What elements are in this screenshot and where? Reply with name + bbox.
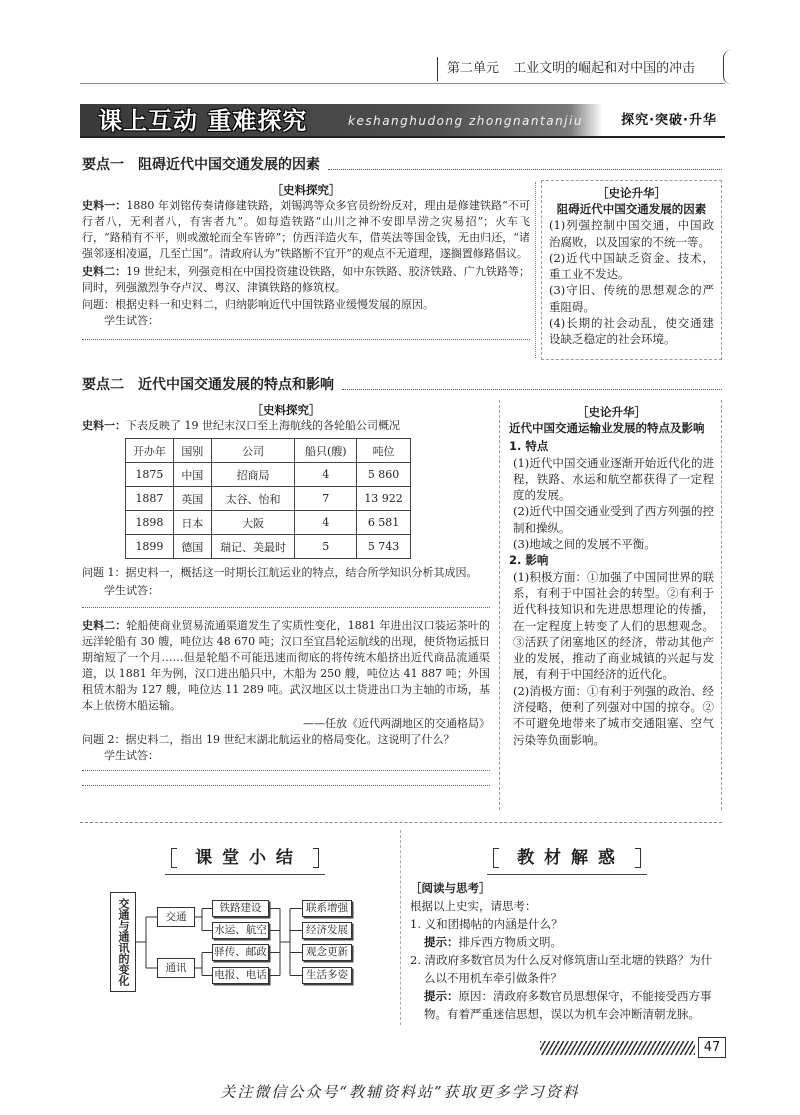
source-material-2 bbox=[82, 264, 530, 296]
qa-question: 1. 义和团揭帖的内涵是什么？ bbox=[410, 917, 563, 931]
source-text: 19 世纪末，列强竞相在中国投资建设铁路，如中东铁路、胶济铁路、广九铁路等；同时，列强激烈争夺卢汉、粤汉、津镇铁路的修筑权。 bbox=[82, 265, 530, 294]
question: 问题：根据史料一和史料二，归纳影响近代中国铁路业缓慢发展的原因。 bbox=[82, 298, 434, 311]
impact-item: (1)积极方面：①加强了中国同世界的联系，有利于中国社会的转型。②有利于近代科技知识和先进思想理论的传播，在一定程度上转变了人们的思想观念。③活跃了闭塞地区的经济，带动其他产业的发展，推动了商业城镇的兴起与发展，有利于中国经济的近代化。 bbox=[513, 569, 714, 682]
table-cell: 中国 bbox=[173, 463, 211, 487]
table-header: 国别 bbox=[173, 439, 211, 463]
student-answer-label: 学生试答： bbox=[104, 584, 159, 597]
bracket-right-icon bbox=[313, 848, 319, 868]
qa-hint bbox=[410, 987, 720, 1023]
trait-item: (2)近代中国交通业受到了西方列强的控制和操纵。 bbox=[513, 504, 714, 535]
table-cell: 13 922 bbox=[357, 487, 411, 511]
synthesis-item: (1)列强控制中国交通，中国政治腐败，以及国家的不统一等。 bbox=[549, 218, 714, 249]
section2-heading-text: 要点二 近代中国交通发展的特点和影响 bbox=[82, 377, 334, 393]
source-tag: 史料一： bbox=[82, 419, 126, 432]
section1-synthesis bbox=[541, 180, 722, 360]
page-number-stripe bbox=[540, 1041, 695, 1055]
table-row bbox=[126, 511, 411, 535]
answer-line bbox=[82, 770, 490, 771]
reading-label: ［阅读与思考］ bbox=[410, 881, 491, 895]
source-citation: ——任放《近代两湖地区的交通格局》 bbox=[303, 717, 490, 730]
synthesis-item: (2)近代中国缺乏资金、技术，重工业不发达。 bbox=[549, 250, 714, 282]
table-cell: 英国 bbox=[173, 487, 211, 511]
source-text: 1880 年刘铭传奏请修建铁路，刘锡鸿等众多官员纷纷反对，理由是修建铁路“不可行者八，无利者八，有害者九”。如每造铁路“山川之神不安即旱涝之灾易招”；火车飞行，“路稍有不平，则或激轮而全车皆碎”；仿西洋造火车，借英法等国金钱，无由归还，“诸强邻逐相凌逼，几至亡国”。清政府认为“铁路断不宜开”的观点不无道理，遂搁置修路倡议。 bbox=[82, 199, 531, 260]
table-cell: 4 bbox=[295, 511, 357, 535]
bracket-left-icon bbox=[493, 848, 499, 868]
qa-hint bbox=[410, 933, 720, 951]
student-answer-label: 学生试答： bbox=[104, 314, 159, 327]
hint-text: 原因：清政府多数官员思想保守，不能接受西方事物。有着严重迷信思想，误以为机车会冲断清朝龙脉。 bbox=[424, 989, 712, 1021]
student-answer-label: 学生试答： bbox=[104, 749, 159, 762]
source-tag: 史料二： bbox=[82, 619, 127, 632]
question-1: 问题 1：据史料一，概括这一时期长江航运业的特点，结合所学知识分析其成因。 bbox=[82, 566, 478, 579]
diagram-node: 驿传、邮政 bbox=[212, 944, 269, 961]
table-header: 吨位 bbox=[357, 439, 411, 463]
source-material-2 bbox=[82, 618, 490, 714]
running-header bbox=[447, 60, 719, 78]
table-cell: 6 581 bbox=[357, 511, 411, 535]
table-cell: 4 bbox=[295, 463, 357, 487]
diagram-branch-transport: 交通 bbox=[157, 907, 195, 927]
synthesis-item: (4)长期的社会动乱，使交通建设缺乏稳定的社会环境。 bbox=[549, 316, 714, 347]
summary-title bbox=[175, 846, 315, 870]
hint-text: 排斥西方物质文明。 bbox=[458, 935, 562, 949]
banner-tagline: 探究·突破·升华 bbox=[621, 113, 717, 128]
source-tag: 史料二： bbox=[82, 265, 127, 278]
diagram-root: 交通与通讯的变化 bbox=[110, 892, 136, 992]
section1-heading-text: 要点一 阻碍近代中国交通发展的因素 bbox=[82, 157, 320, 173]
source-text: 轮船使商业贸易流通渠道发生了实质性变化，1881 年进出汉口装运茶叶的远洋轮船有 30 艘，吨位达 48 670 吨；汉口至宜昌轮运航线的出现，使货物运抵日期缩短了一个月……但是轮船不可能迅速而彻底的将传统木船挤出近代商品流通渠道，以 1881 年为例，汉口进出船只中，木船为 250 艘，吨位达 41 887 吨；外国租赁木船为 127 艘，吨位达 11 289 吨。武汉地区以土货进出口为主轴的市场，基本上依傍木船运输。 bbox=[82, 619, 490, 712]
synthesis-label: ［史论升华］ bbox=[577, 405, 646, 419]
footer-note: 关注微信公众号“教辅资料站”获取更多学习资料 bbox=[220, 1083, 580, 1101]
answer-line bbox=[82, 339, 530, 340]
bracket-right-icon bbox=[635, 848, 641, 868]
section-banner bbox=[80, 104, 725, 138]
section2-sources bbox=[82, 402, 490, 786]
question-2: 问题 2：据史料二，指出 19 世纪末湖北航运业的格局变化。这说明了什么？ bbox=[82, 733, 455, 746]
table-header: 船只(艘) bbox=[295, 439, 357, 463]
synthesis-label: ［史论升华］ bbox=[597, 186, 666, 200]
answer-line bbox=[82, 785, 490, 786]
source-inquiry-label: ［史料探究］ bbox=[271, 183, 341, 197]
diagram-effect: 观念更新 bbox=[302, 944, 352, 961]
qa-intro: 根据以上史实，请思考： bbox=[410, 899, 537, 913]
diagram-node: 电报、电话 bbox=[212, 967, 269, 984]
hint-tag: 提示： bbox=[424, 935, 459, 949]
answer-line bbox=[82, 607, 490, 608]
synthesis-title: 阻碍近代中国交通发展的因素 bbox=[556, 202, 707, 216]
textbook-qa bbox=[410, 879, 720, 1023]
table-cell: 1887 bbox=[126, 487, 174, 511]
qa-question: 2. 清政府多数官员为什么反对修筑唐山至北塘的铁路？为什么以不用机车牵引做条件？ bbox=[410, 953, 713, 985]
table-cell: 5 860 bbox=[357, 463, 411, 487]
section1-sources bbox=[82, 182, 530, 340]
unit-title: 工业文明的崛起和对中国的冲击 bbox=[513, 61, 696, 76]
table-header-row bbox=[126, 439, 411, 463]
source-material-1 bbox=[82, 418, 490, 434]
diagram-branch-communication: 通讯 bbox=[157, 958, 195, 978]
table-cell: 7 bbox=[295, 487, 357, 511]
trait-item: (3)地域之间的发展不平衡。 bbox=[513, 537, 656, 552]
shipping-company-table bbox=[125, 438, 411, 559]
table-cell: 招商局 bbox=[211, 463, 295, 487]
heading-dotted-rule bbox=[328, 160, 722, 170]
traits-heading: 1. 特点 bbox=[509, 439, 549, 454]
table-cell: 大阪 bbox=[211, 511, 295, 535]
table-cell: 日本 bbox=[173, 511, 211, 535]
table-cell: 太谷、怡和 bbox=[211, 487, 295, 511]
diagram-node: 水运、航空 bbox=[212, 922, 269, 939]
impact-item: (2)消极方面：①有利于列强的政治、经济侵略，便利了列强对中国的掠夺。②不可避免地带来了城市交通阻塞、空气污染等负面影响。 bbox=[513, 683, 714, 747]
textbook-title bbox=[497, 846, 637, 870]
summary-title-rule bbox=[165, 874, 325, 875]
table-header: 公司 bbox=[211, 439, 295, 463]
page-number: 47 bbox=[698, 1037, 726, 1058]
diagram-effect: 联系增强 bbox=[302, 900, 352, 917]
panel-divider bbox=[400, 830, 401, 1025]
table-cell: 瑞记、美最时 bbox=[211, 535, 295, 559]
header-bracket-icon bbox=[723, 50, 731, 84]
summary-title-text: 课 堂 小 结 bbox=[195, 848, 295, 868]
bottom-divider bbox=[80, 822, 722, 823]
header-rule bbox=[80, 83, 725, 84]
source-tag: 史料一： bbox=[82, 199, 127, 212]
table-cell: 1875 bbox=[126, 463, 174, 487]
banner-pinyin: keshanghudong zhongnantanjiu bbox=[348, 114, 583, 128]
section1-heading bbox=[82, 156, 722, 174]
diagram-node: 铁路建设 bbox=[212, 900, 269, 917]
bracket-left-icon bbox=[171, 848, 177, 868]
table-cell: 1899 bbox=[126, 535, 174, 559]
section2-synthesis bbox=[499, 400, 722, 810]
hint-tag: 提示： bbox=[424, 989, 459, 1003]
source-inquiry-label: ［史料探究］ bbox=[251, 403, 321, 417]
table-cell: 德国 bbox=[173, 535, 211, 559]
impacts-heading: 2. 影响 bbox=[509, 553, 549, 568]
table-row bbox=[126, 487, 411, 511]
synthesis-title: 近代中国交通运输业发展的特点及影响 bbox=[509, 421, 705, 435]
table-row bbox=[126, 535, 411, 559]
heading-dotted-rule bbox=[342, 380, 722, 390]
section2-heading bbox=[82, 376, 722, 394]
header-divider bbox=[437, 57, 438, 81]
table-header: 开办年 bbox=[126, 439, 174, 463]
table-row bbox=[126, 463, 411, 487]
trait-item: (1)近代中国交通业逐渐开始近代化的进程，铁路、水运和航空都获得了一定程度的发展。 bbox=[513, 455, 714, 503]
banner-title: 课上互动 重难探究 bbox=[98, 107, 308, 135]
column-divider bbox=[535, 182, 536, 358]
synthesis-item: (3)守旧、传统的思想观念的严重阻碍。 bbox=[549, 283, 714, 314]
diagram-effect: 经济发展 bbox=[302, 922, 352, 939]
source-material-1 bbox=[82, 198, 530, 262]
diagram-effect: 生活多姿 bbox=[302, 967, 352, 984]
table-cell: 5 bbox=[295, 535, 357, 559]
table-cell: 5 743 bbox=[357, 535, 411, 559]
source-text: 下表反映了 19 世纪末汉口至上海航线的各轮船公司概况 bbox=[126, 419, 400, 432]
unit-label: 第二单元 bbox=[447, 61, 500, 76]
textbook-title-text: 教 材 解 惑 bbox=[517, 848, 617, 868]
textbook-title-rule bbox=[487, 874, 647, 875]
table-cell: 1898 bbox=[126, 511, 174, 535]
